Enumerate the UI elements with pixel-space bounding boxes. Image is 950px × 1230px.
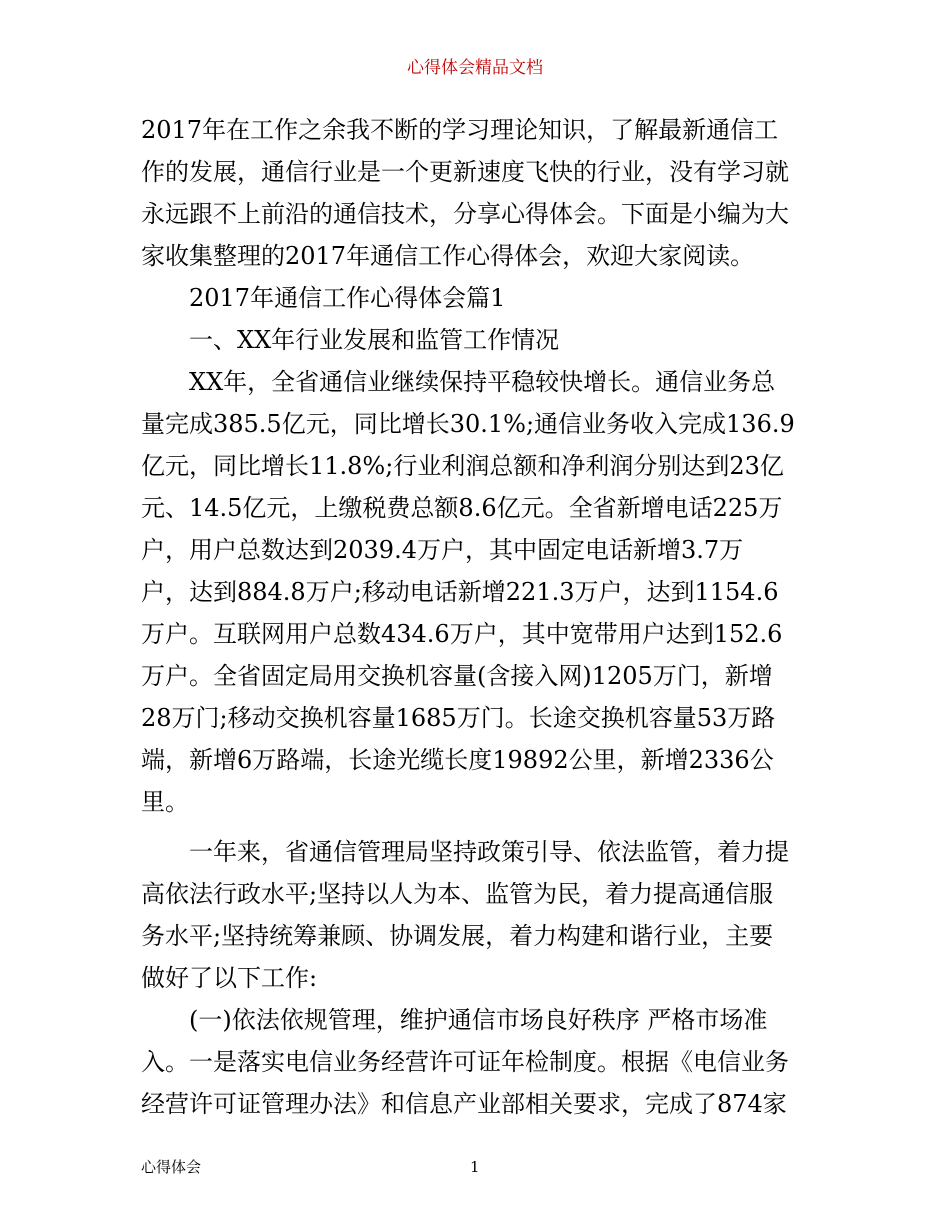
body-line: 量完成385.5亿元，同比增长30.1%;通信业务收入完成136.9: [141, 410, 795, 438]
body-line: 户，达到884.8万户;移动电话新增221.3万户，达到1154.6: [141, 578, 779, 606]
body-line: 端，新增6万路端，长途光缆长度19892公里，新增2336公: [141, 746, 774, 774]
footer-label: 心得体会: [141, 1158, 202, 1176]
body-line: 一年来，省通信管理局坚持政策引导、依法监管，着力提: [141, 838, 789, 866]
page-header-title: 心得体会精品文档: [407, 58, 543, 78]
body-line: 元、14.5亿元，上缴税费总额8.6亿元。全省新增电话225万: [141, 494, 783, 522]
body-line: 做好了以下工作:: [141, 964, 318, 992]
body-line: 2017年在工作之余我不断的学习理论知识，了解最新通信工: [141, 116, 779, 144]
body-line: 入。一是落实电信业务经营许可证年检制度。根据《电信业务: [141, 1048, 789, 1076]
body-line: 28万门;移动交换机容量1685万门。长途交换机容量53万路: [141, 704, 776, 732]
body-line: 万户。互联网用户总数434.6万户，其中宽带用户达到152.6: [141, 620, 783, 648]
body-line: 作的发展，通信行业是一个更新速度飞快的行业，没有学习就: [141, 158, 789, 186]
body-line: 万户。全省固定局用交换机容量(含接入网)1205万门，新增: [141, 662, 773, 690]
body-line: 务水平;坚持统筹兼顾、协调发展，着力构建和谐行业，主要: [141, 922, 774, 950]
body-line: XX年，全省通信业继续保持平稳较快增长。通信业务总: [141, 368, 776, 396]
body-line: 户，用户总数达到2039.4万户，其中固定电话新增3.7万: [141, 536, 744, 564]
section-heading: 2017年通信工作心得体会篇1: [141, 284, 506, 312]
page-number: 1: [470, 1158, 480, 1176]
body-line: 经营许可证管理办法》和信息产业部相关要求，完成了874家: [141, 1090, 787, 1118]
body-line: 家收集整理的2017年通信工作心得体会，欢迎大家阅读。: [141, 242, 755, 270]
paragraph-gap: [141, 823, 813, 831]
body-line: 亿元，同比增长11.8%;行业利润总额和净利润分别达到23亿: [141, 452, 784, 480]
body-line: 里。: [141, 788, 189, 816]
document-body: [141, 109, 813, 1125]
section-heading: 一、XX年行业发展和监管工作情况: [141, 326, 560, 354]
body-line: (一)依法依规管理，维护通信市场良好秩序 严格市场准: [141, 1006, 768, 1034]
body-line: 永远跟不上前沿的通信技术，分享心得体会。下面是小编为大: [141, 200, 789, 228]
body-line: 高依法行政水平;坚持以人为本、监管为民，着力提高通信服: [141, 880, 774, 908]
